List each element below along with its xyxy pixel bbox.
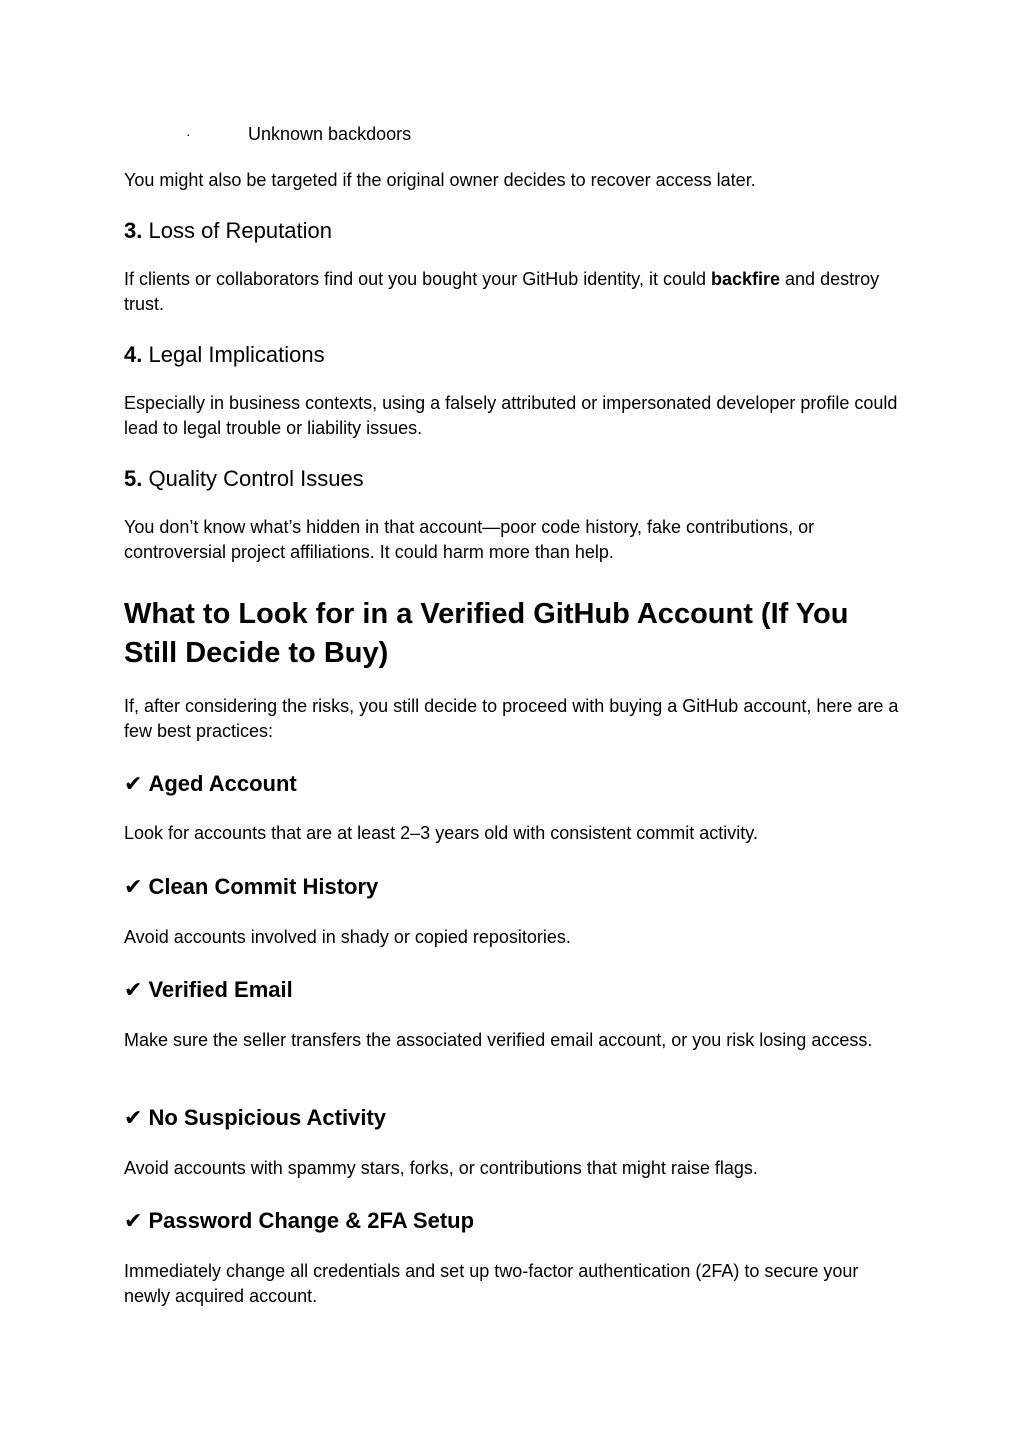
paragraph-commit: Avoid accounts involved in shady or copied repositories. — [124, 927, 571, 947]
section-number: 5. — [124, 466, 143, 491]
paragraph-reputation — [124, 267, 904, 317]
section-heading-reputation — [124, 217, 332, 245]
paragraph-email: Make sure the seller transfers the associated verified email account, or you risk losing access. — [124, 1030, 873, 1050]
checkmark-icon: ✔ — [124, 1105, 143, 1130]
section-title: Quality Control Issues — [148, 466, 364, 491]
checklist-title: Aged Account — [148, 771, 297, 796]
section-heading-quality — [124, 465, 364, 493]
checklist-title: Password Change & 2FA Setup — [148, 1208, 475, 1233]
paragraph-text: and destroy trust. — [124, 269, 880, 314]
checklist-heading-password — [124, 1207, 474, 1235]
checklist-heading-commit — [124, 873, 378, 901]
paragraph-intro: If, after considering the risks, you still decide to proceed with buying a GitHub account, here are a few best practices: — [124, 696, 899, 741]
bullet-dot: · — [186, 126, 191, 142]
paragraph-aged: Look for accounts that are at least 2–3 years old with consistent commit activity. — [124, 823, 758, 843]
paragraph-text: If clients or collaborators find out you bought your GitHub identity, it could — [124, 269, 711, 289]
checklist-heading-suspicious — [124, 1104, 386, 1132]
checkmark-icon: ✔ — [124, 874, 143, 899]
bullet-text: Unknown backdoors — [248, 124, 412, 144]
section-number: 3. — [124, 218, 143, 243]
bold-emphasis: backfire — [710, 269, 781, 289]
section-title: Loss of Reputation — [148, 218, 332, 243]
paragraph-recover-access: You might also be targeted if the original owner decides to recover access later. — [124, 170, 756, 190]
checkmark-icon: ✔ — [124, 977, 143, 1002]
checklist-title: No Suspicious Activity — [148, 1105, 387, 1130]
checklist-heading-email — [124, 976, 293, 1004]
checklist-title: Verified Email — [148, 977, 293, 1002]
paragraph-password: Immediately change all credentials and set up two-factor authentication (2FA) to secure your newly acquired account. — [124, 1261, 859, 1306]
paragraph-legal: Especially in business contexts, using a falsely attributed or impersonated developer profile could lead to legal trouble or liability issues. — [124, 393, 898, 438]
paragraph-quality: You don’t know what’s hidden in that account—poor code history, fake contributions, or controversial project affiliations. It could harm more than help. — [124, 517, 815, 562]
main-heading: What to Look for in a Verified GitHub Account (If You Still Decide to Buy) — [124, 598, 849, 669]
checklist-title: Clean Commit History — [148, 874, 379, 899]
checkmark-icon: ✔ — [124, 771, 143, 796]
section-number: 4. — [124, 342, 143, 367]
checklist-heading-aged — [124, 770, 297, 798]
paragraph-suspicious: Avoid accounts with spammy stars, forks, or contributions that might raise flags. — [124, 1158, 758, 1178]
section-title: Legal Implications — [148, 342, 325, 367]
section-heading-legal — [124, 341, 325, 369]
checkmark-icon: ✔ — [124, 1208, 143, 1233]
